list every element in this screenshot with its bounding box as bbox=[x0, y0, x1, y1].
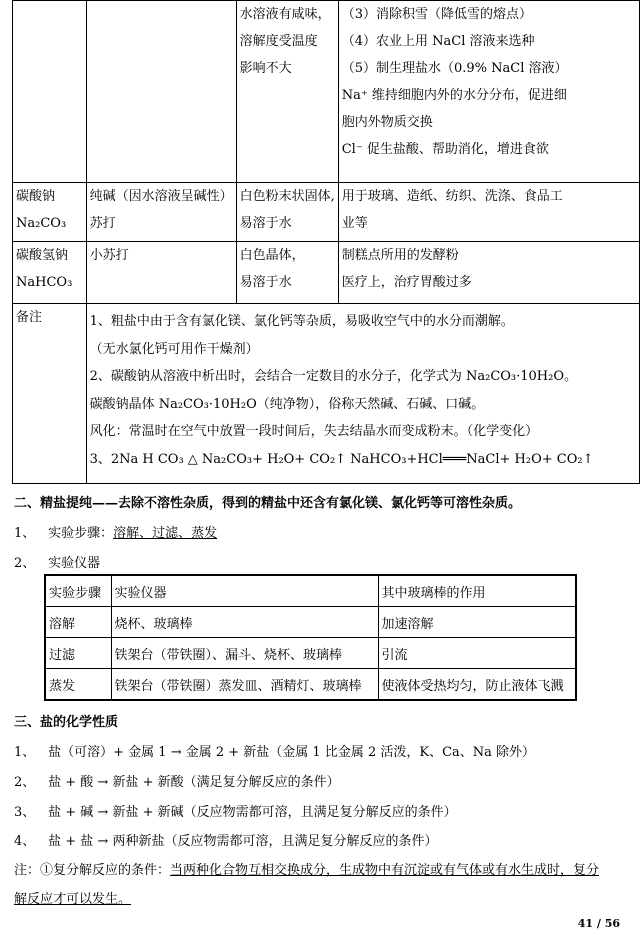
table-row bbox=[13, 183, 640, 242]
cell-notes-label bbox=[13, 304, 87, 484]
item-value: 溶解、过滤、蒸发 bbox=[113, 526, 218, 541]
cell-uses bbox=[338, 183, 639, 242]
text-line: （5）制生理盐水（0.9% NaCl 溶液） bbox=[341, 61, 568, 76]
text-line: 易溶于水 bbox=[239, 275, 292, 290]
text-line: 风化：常温时在空气中放置一段时间后，失去结晶水而变成粉末。（化学变化） bbox=[89, 424, 539, 439]
header-cell: 其中玻璃棒的作用 bbox=[378, 575, 576, 607]
cell-name bbox=[13, 183, 87, 242]
note-underlined: 解反应才可以发生。 bbox=[14, 892, 132, 907]
text-line: 苏打 bbox=[89, 216, 116, 231]
cell-common-name bbox=[86, 242, 236, 304]
cell-name bbox=[13, 242, 87, 304]
text-line: 2、碳酸钠从溶液中析出时，会结合一定数目的水分子，化学式为 Na₂CO₃·10H₂O。 bbox=[89, 369, 578, 384]
list-item bbox=[14, 771, 340, 790]
table-row bbox=[45, 638, 576, 669]
item-number: 2、 bbox=[14, 556, 36, 571]
table-cell: 使液体受热均匀，防止液体飞溅 bbox=[378, 669, 576, 701]
text-line: 水溶液有咸味， bbox=[239, 7, 331, 22]
item-text: 盐 + 盐 → 两种新盐（反应物需都可溶，且满足复分解反应的条件） bbox=[48, 834, 438, 849]
item-label: 实验步骤： bbox=[48, 526, 114, 541]
item-label: 实验仪器 bbox=[48, 556, 101, 571]
table-header-row bbox=[45, 575, 576, 607]
section-heading: 三、盐的化学性质 bbox=[14, 715, 119, 730]
text-line: 小苏打 bbox=[89, 248, 129, 263]
item-number: 1、 bbox=[14, 526, 36, 541]
section-heading: 二、精盐提纯——去除不溶性杂质，得到的精盐中还含有氯化镁、氯化钙等可溶性杂质。 bbox=[14, 496, 522, 511]
cell-empty bbox=[86, 1, 236, 183]
note-prefix: 注：①复分解反应的条件： bbox=[14, 863, 171, 878]
note-underlined: 当两种化合物互相交换成分，生成物中有沉淀或有气体或有水生成时，复分 bbox=[170, 863, 600, 878]
text-line: 业等 bbox=[341, 216, 368, 231]
cell-notes bbox=[86, 304, 639, 484]
table-cell: 加速溶解 bbox=[378, 607, 576, 638]
salt-properties-table bbox=[12, 0, 640, 484]
table-cell: 过滤 bbox=[45, 638, 111, 669]
cell-uses bbox=[338, 1, 639, 183]
table-cell: 铁架台（带铁圈）蒸发皿、酒精灯、玻璃棒 bbox=[111, 669, 378, 701]
table-cell: 烧杯、玻璃棒 bbox=[111, 607, 378, 638]
text-line: 1、粗盐中由于含有氯化镁、氯化钙等杂质，易吸收空气中的水分而潮解。 bbox=[89, 314, 514, 329]
text-line: 3、2Na H CO₃ △ Na₂CO₃+ H₂O+ CO₂↑ NaHCO₃+HCl═══NaCl+ H₂O+ CO₂↑ bbox=[89, 451, 594, 467]
list-item bbox=[14, 741, 535, 760]
table-row bbox=[45, 669, 576, 701]
text-line: 胞内外物质交换 bbox=[341, 115, 433, 130]
text-line: Na⁺ 维持细胞内外的水分分布，促进细 bbox=[341, 88, 567, 103]
text-line: 影响不大 bbox=[239, 61, 292, 76]
text-line: 碳酸氢钠 bbox=[16, 248, 69, 263]
table-cell: 铁架台（带铁圈）、漏斗、烧杯、玻璃棒 bbox=[111, 638, 378, 669]
text-line: 纯碱（因水溶液呈碱性） bbox=[89, 189, 233, 204]
text-line: 碳酸钠晶体 Na₂CO₃·10H₂O（纯净物），俗称天然碱、石碱、口碱。 bbox=[89, 396, 485, 412]
list-item bbox=[14, 830, 437, 849]
text-line: 易溶于水 bbox=[239, 216, 292, 231]
item-number: 3、 bbox=[14, 805, 36, 820]
item-number: 4、 bbox=[14, 834, 36, 849]
text-line: 制糕点所用的发酵粉 bbox=[341, 248, 459, 263]
text-line: 白色粉末状固体, bbox=[239, 189, 335, 204]
item-text: 盐（可溶）+ 金属 1 → 金属 2 + 新盐（金属 1 比金属 2 活泼，K、Ca、Na 除外） bbox=[48, 745, 536, 760]
table-row bbox=[45, 607, 576, 638]
text-line: 碳酸钠 bbox=[16, 189, 56, 204]
instrument-table bbox=[44, 574, 577, 701]
text-line: 用于玻璃、造纸、纺织、洗涤、食品工 bbox=[341, 189, 563, 204]
cell-common-name bbox=[86, 183, 236, 242]
text-line: NaHCO₃ bbox=[16, 275, 73, 290]
text-line: Na₂CO₃ bbox=[16, 216, 67, 231]
step-item bbox=[14, 522, 217, 541]
note-line bbox=[14, 888, 131, 907]
cell-props bbox=[236, 242, 338, 304]
header-cell: 实验步骤 bbox=[45, 575, 111, 607]
cell-empty bbox=[13, 1, 87, 183]
item-number: 1、 bbox=[14, 745, 36, 760]
cell-props bbox=[236, 1, 338, 183]
text-line: Cl⁻ 促生盐酸、帮助消化，增进食欲 bbox=[341, 142, 549, 157]
item-text: 盐 + 碱 → 新盐 + 新碱（反应物需都可溶，且满足复分解反应的条件） bbox=[48, 805, 457, 820]
table-cell: 溶解 bbox=[45, 607, 111, 638]
step-item bbox=[14, 552, 100, 571]
item-text: 盐 + 酸 → 新盐 + 新酸（满足复分解反应的条件） bbox=[48, 775, 340, 790]
table-cell: 蒸发 bbox=[45, 669, 111, 701]
text-line: （3）消除积雪（降低雪的熔点） bbox=[341, 7, 533, 22]
header-cell: 实验仪器 bbox=[111, 575, 378, 607]
cell-props bbox=[236, 183, 338, 242]
table-row bbox=[13, 1, 640, 183]
text-line: 白色晶体， bbox=[239, 248, 305, 263]
table-row bbox=[13, 304, 640, 484]
text-line: （4）农业上用 NaCl 溶液来选种 bbox=[341, 34, 535, 49]
table-cell: 引流 bbox=[378, 638, 576, 669]
list-item bbox=[14, 801, 457, 820]
item-number: 2、 bbox=[14, 775, 36, 790]
text-line: （无水氯化钙可用作干燥剂） bbox=[89, 341, 259, 357]
page-number: 41 / 56 bbox=[577, 917, 620, 930]
note-line bbox=[14, 859, 599, 878]
text-line: 备注 bbox=[16, 310, 43, 325]
text-line: 医疗上，治疗胃酸过多 bbox=[341, 275, 472, 290]
cell-uses bbox=[338, 242, 639, 304]
text-line: 溶解度受温度 bbox=[239, 34, 318, 49]
table-row bbox=[13, 242, 640, 304]
